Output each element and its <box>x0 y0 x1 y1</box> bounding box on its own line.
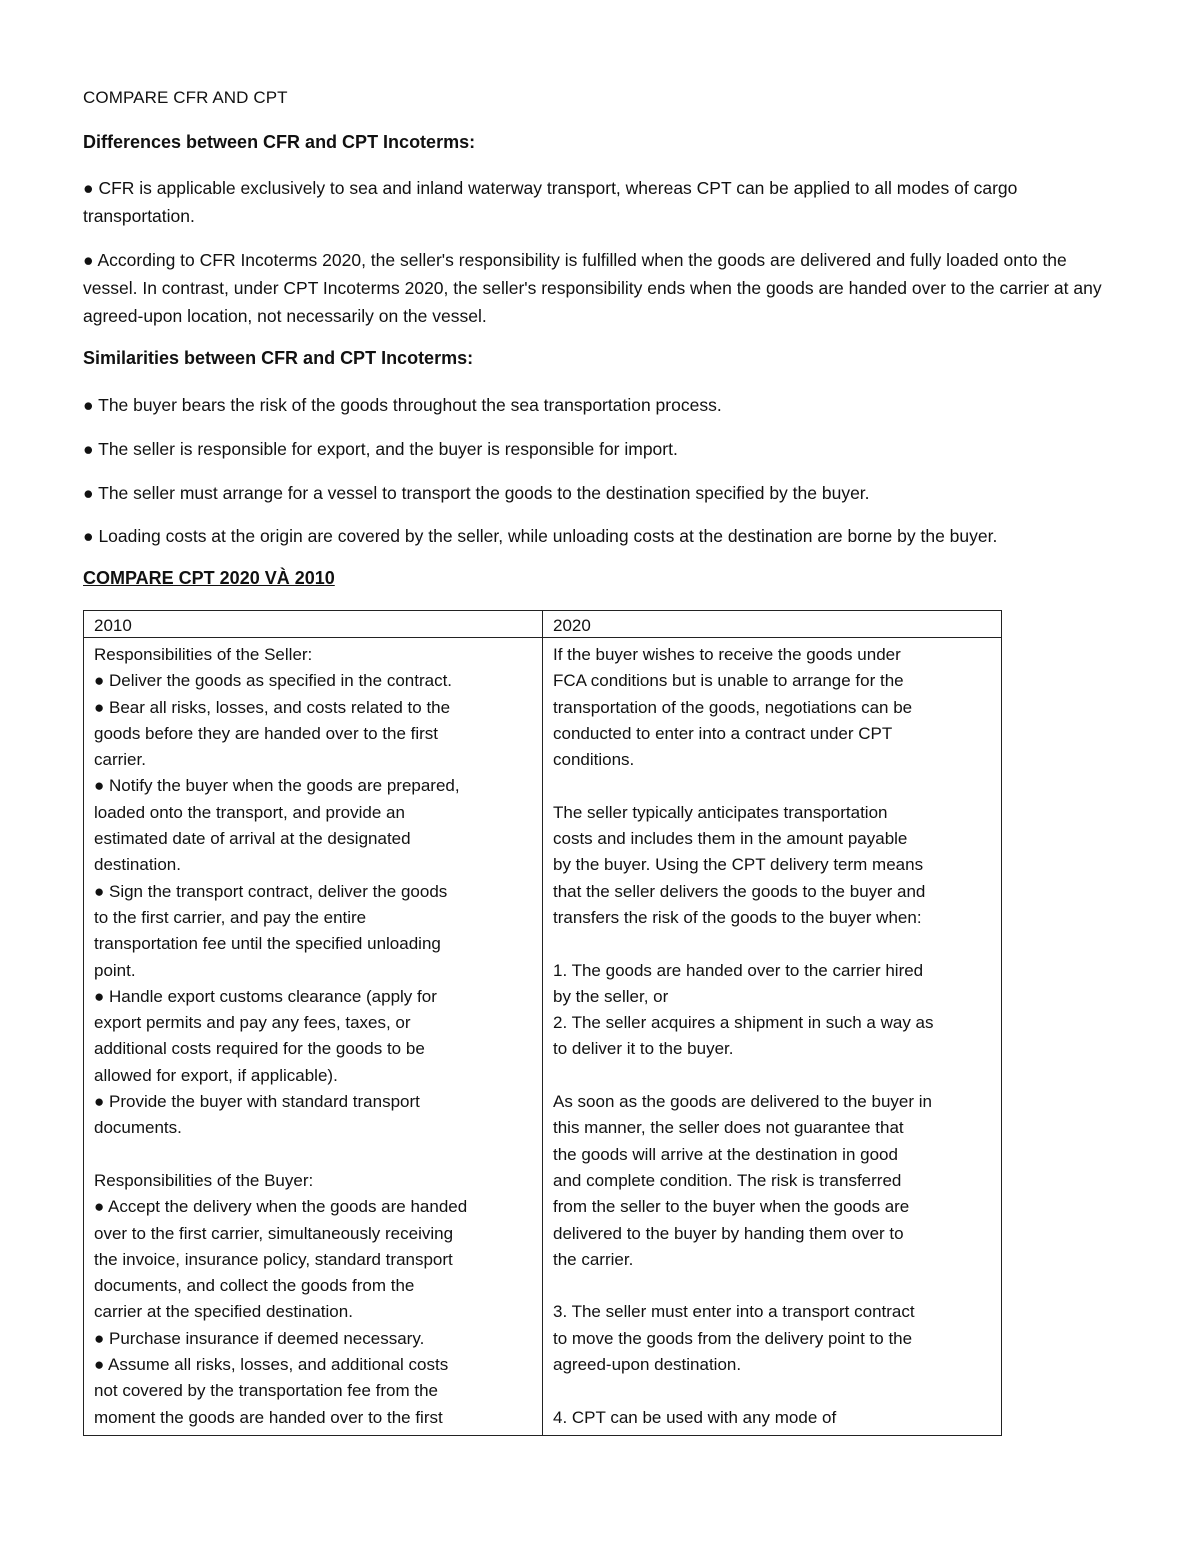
comparison-table <box>83 610 1002 1436</box>
cell-2020-line: by the buyer. Using the CPT delivery term means <box>553 855 924 875</box>
cell-2020-line: the goods will arrive at the destination in good <box>553 1144 898 1164</box>
cell-2020-line: agreed-upon destination. <box>553 1355 742 1375</box>
cell-2010-line: allowed for export, if applicable). <box>94 1065 338 1085</box>
cell-2010-line: ● Purchase insurance if deemed necessary. <box>94 1328 425 1348</box>
cell-2010-line: not covered by the transportation fee from the <box>94 1381 438 1401</box>
cell-2010-line: ● Provide the buyer with standard transport <box>94 1092 420 1112</box>
differences-item-1-text: CFR is applicable exclusively to sea and inland waterway transport, whereas CPT can be applied to all modes of cargo transportation. <box>83 178 1018 226</box>
differences-item-1 <box>83 174 1123 230</box>
cell-2020-line: and complete condition. The risk is transferred <box>553 1170 902 1190</box>
cell-2010-line: estimated date of arrival at the designated <box>94 829 411 849</box>
differences-item-2-text: According to CFR Incoterms 2020, the seller's responsibility is fulfilled when the goods are delivered and fully loaded onto the vessel. In contrast, under CPT Incoterms 2020, the seller's responsibility ends when the goods are handed over to the carrier at any agreed-upon location, not necessarily on the vessel. <box>83 250 1102 326</box>
cell-2010-line: the invoice, insurance policy, standard transport <box>94 1249 453 1269</box>
cell-2010-content <box>94 642 532 1435</box>
cell-2020-line: FCA conditions but is unable to arrange for the <box>553 671 904 691</box>
cell-2010-line: ● Handle export customs clearance (apply for <box>94 986 437 1006</box>
cell-2010-line: ● Accept the delivery when the goods are handed <box>94 1197 468 1217</box>
cell-2020-line: The seller typically anticipates transportation <box>553 802 888 822</box>
cell-2020-line: by the seller, or <box>553 986 669 1006</box>
cell-2010-spacer <box>94 1142 532 1168</box>
table-row <box>84 638 1002 1436</box>
table-cell-2020 <box>543 638 1002 1436</box>
cell-2010-line: export permits and pay any fees, taxes, or <box>94 1013 411 1033</box>
cell-2020-line: As soon as the goods are delivered to the buyer in <box>553 1092 932 1112</box>
similarities-item-4 <box>83 522 1123 550</box>
cell-2010-line: transportation fee until the specified unloading <box>94 934 441 954</box>
cell-2010-line: to the first carrier, and pay the entire <box>94 907 367 927</box>
similarities-item-1-text: The buyer bears the risk of the goods throughout the sea transportation process. <box>98 395 722 415</box>
differences-item-2 <box>83 246 1123 330</box>
cell-2010-line: carrier. <box>94 750 146 770</box>
cell-2010-line: destination. <box>94 855 181 875</box>
cell-2010-line: documents, and collect the goods from the <box>94 1276 415 1296</box>
cell-2010-line: Responsibilities of the Seller: <box>94 645 313 664</box>
cell-2020-line: 2. The seller acquires a shipment in such a way as <box>553 1013 934 1033</box>
cell-2020-line: transfers the risk of the goods to the buyer when: <box>553 907 922 927</box>
cell-2020-line: from the seller to the buyer when the goods are <box>553 1197 910 1217</box>
similarities-item-1 <box>83 391 1123 419</box>
differences-heading: Differences between CFR and CPT Incoterms: <box>83 132 476 152</box>
cell-2020-line: costs and includes them in the amount payable <box>553 829 908 849</box>
cell-2020-line: 3. The seller must enter into a transport contract <box>553 1302 915 1322</box>
document-title: COMPARE CFR AND CPT <box>83 88 288 107</box>
cell-2010-line: documents. <box>94 1118 182 1138</box>
similarities-item-4-text: Loading costs at the origin are covered by the seller, while unloading costs at the destination are borne by the buyer. <box>98 526 998 546</box>
cell-2020-line: to move the goods from the delivery point to the <box>553 1328 913 1348</box>
compare-cpt-heading: COMPARE CPT 2020 VÀ 2010 <box>83 568 335 588</box>
cell-2020-line: conducted to enter into a contract under CPT <box>553 723 893 743</box>
cell-2010-line: over to the first carrier, simultaneously receiving <box>94 1223 454 1243</box>
similarities-item-2-text: The seller is responsible for export, and the buyer is responsible for import. <box>98 439 678 459</box>
cell-2020-line: that the seller delivers the goods to the buyer and <box>553 881 926 901</box>
cell-2010-line: ● Sign the transport contract, deliver the goods <box>94 881 448 901</box>
cell-2020-line: 4. CPT can be used with any mode of <box>553 1407 837 1427</box>
cell-2020-line: conditions. <box>553 750 635 770</box>
table-header-row <box>84 611 1002 638</box>
bullet-icon: ● <box>83 250 94 270</box>
cell-2020-spacer <box>553 773 991 799</box>
cell-2020-line: this manner, the seller does not guarantee that <box>553 1118 904 1138</box>
cell-2020-line: delivered to the buyer by handing them over to <box>553 1223 904 1243</box>
cell-2020-line: transportation of the goods, negotiations can be <box>553 697 913 717</box>
cell-2020-line: 1. The goods are handed over to the carrier hired <box>553 960 924 980</box>
cell-2020-spacer <box>553 1063 991 1089</box>
cell-2010-line: additional costs required for the goods to be <box>94 1039 425 1059</box>
similarities-item-3-text: The seller must arrange for a vessel to transport the goods to the destination specified by the buyer. <box>98 483 870 503</box>
bullet-icon: ● <box>83 526 94 546</box>
table-header-2020: 2020 <box>543 611 1002 638</box>
cell-2020-spacer <box>553 1273 991 1299</box>
bullet-icon: ● <box>83 439 94 459</box>
cell-2010-line: goods before they are handed over to the first <box>94 723 439 743</box>
cell-2010-line: ● Bear all risks, losses, and costs related to the <box>94 697 451 717</box>
bullet-icon: ● <box>83 483 94 503</box>
cell-2010-line: ● Deliver the goods as specified in the contract. <box>94 671 453 691</box>
cell-2020-line: If the buyer wishes to receive the goods under <box>553 645 901 664</box>
cell-2010-line: point. <box>94 960 136 980</box>
table-header-2010: 2010 <box>84 611 543 638</box>
cell-2010-line: Responsibilities of the Buyer: <box>94 1170 314 1190</box>
table-cell-2010 <box>84 638 543 1436</box>
bullet-icon: ● <box>83 395 94 415</box>
cell-2010-line: loaded onto the transport, and provide an <box>94 802 405 822</box>
cell-2010-line: moment the goods are handed over to the first <box>94 1407 443 1427</box>
cell-2010-line: ● Notify the buyer when the goods are prepared, <box>94 776 460 796</box>
cell-2010-line: carrier at the specified destination. <box>94 1302 353 1322</box>
cell-2020-line: the carrier. <box>553 1249 634 1269</box>
bullet-icon: ● <box>83 178 94 198</box>
cell-2020-spacer <box>553 931 991 957</box>
cell-2020-spacer <box>553 1378 991 1404</box>
similarities-item-2 <box>83 435 1123 463</box>
similarities-item-3 <box>83 479 1123 507</box>
similarities-heading: Similarities between CFR and CPT Incoterms: <box>83 348 474 368</box>
cell-2010-line: ● Assume all risks, losses, and additional costs <box>94 1355 449 1375</box>
cell-2020-line: to deliver it to the buyer. <box>553 1039 734 1059</box>
cell-2020-content <box>553 642 991 1435</box>
